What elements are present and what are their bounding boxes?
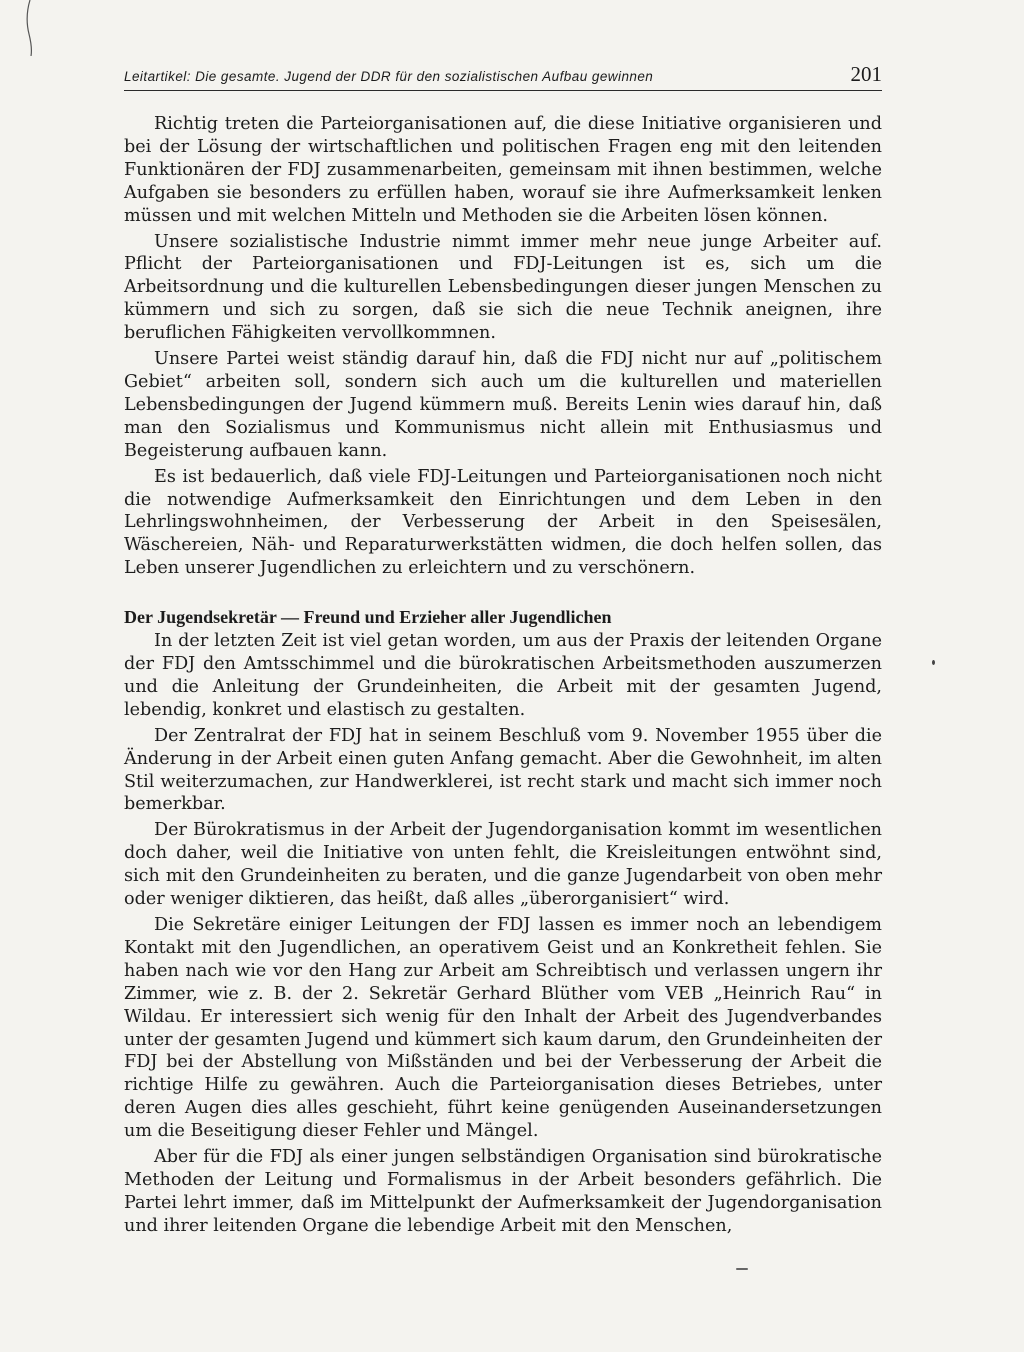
- paragraph: In der letzten Zeit ist viel getan worden, um aus der Praxis der leitenden Organe der FDJ den Amtsschimmel und die bürokratischen Arbeitsmethoden auszumerzen und die Anleitung der Grundeinheiten, die Arbeit mit der gesamten Jugend, lebendig, konkret und elastisch zu gestalten.: [124, 631, 882, 720]
- running-title: Leitartikel: Die gesamte. Jugend der DDR für den sozialistischen Aufbau gewinnen: [124, 69, 654, 84]
- paragraph: Die Sekretäre einiger Leitungen der FDJ lassen es immer noch an lebendigem Kontakt mit den Jugendlichen, an operativem Geist und an Konkretheit fehlen. Sie haben nach wie vor den Hang zur Arbeit am Schreibtisch und verlassen ungern ihr Zimmer, wie z. B. der 2. Sekretär Gerhard Blüther vom VEB „Heinrich Rau“ in Wildau. Er interessiert sich wenig für den Inhalt der Arbeit des Jugendverbandes unter der gesamten Jugend und kümmert sich kaum darum, den Grundeinheiten der FDJ bei der Abstellung von Mißständen und bei der Verbesserung der Arbeit die richtige Hilfe zu gewähren. Auch die Parteiorganisation dieses Betriebes, unter deren Augen dies alles geschieht, führt keine genügenden Auseinandersetzungen um die Beseitigung dieser Fehler und Mängel.: [124, 915, 882, 1142]
- paragraph: Es ist bedauerlich, daß viele FDJ-Leitungen und Parteiorganisationen noch nicht die notwendige Aufmerksamkeit den Einrichtungen und dem Leben in den Lehrlingswohnheimen, der Verbesserung der Arbeit in den Speisesälen, Wäschereien, Näh- und Reparaturwerkstätten widmen, die doch helfen sollen, das Leben unserer Jugendlichen zu erleichtern und zu verschönern.: [124, 466, 882, 579]
- paragraph: Unsere sozialistische Industrie nimmt immer mehr neue junge Arbeiter auf. Pflicht der Parteiorganisationen und FDJ-Leitungen ist es, sich um die Arbeitsordnung und die kulturellen Lebensbedingungen dieser jungen Menschen zu kümmern und sich zu sorgen, daß sie sich die neue Technik aneignen, ihre beruflichen Fähigkeiten vervollkommnen.: [124, 231, 882, 344]
- page-number: 201: [850, 62, 882, 86]
- margin-ink-dot: [932, 660, 935, 665]
- article-body: [124, 113, 882, 1238]
- section-heading: Der Jugendsekretär — Freund und Erzieher aller Jugendlichen: [124, 607, 612, 628]
- paragraph: Richtig treten die Parteiorganisationen auf, die diese Initiative organisieren und bei der Lösung der wirtschaftlichen und politischen Fragen eng mit den leitenden Funktionären der FDJ zusammenarbeiten, gemeinsam mit ihnen bestimmen, welche Aufgaben sie besonders zu erfüllen haben, worauf sie ihre Aufmerksamkeit lenken müssen und mit welchen Mitteln und Methoden sie die Arbeiten lösen können.: [124, 114, 882, 226]
- bottom-ink-dash: [736, 1268, 748, 1270]
- paragraph: Aber für die FDJ als einer jungen selbständigen Organisation sind bürokratische Methoden der Leitung und Formalismus in der Arbeit besonders gefährlich. Die Partei lehrt immer, daß im Mittelpunkt der Aufmerksamkeit der Jugendorganisation und ihrer leitenden Organe die lebendige Arbeit mit den Menschen,: [124, 1147, 882, 1236]
- paragraph: Der Zentralrat der FDJ hat in seinem Beschluß vom 9. November 1955 über die Änderung in der Arbeit einen guten Anfang gemacht. Aber die Gewohnheit, im alten Stil weiterzumachen, zur Handwerklerei, ist recht stark und macht sich immer noch bemerkbar.: [124, 725, 882, 815]
- margin-pencil-mark: [22, 0, 36, 56]
- running-header: [124, 62, 882, 91]
- paragraph: Der Bürokratismus in der Arbeit der Jugendorganisation kommt im wesentlichen doch daher, weil die Initiative von unten fehlt, die Kreisleitungen entwöhnt sind, sich mit den Grundeinheiten zu beraten, und die ganze Jugendarbeit von oben mehr oder weniger diktieren, das heißt, daß alles „überorganisiert“ wird.: [124, 820, 882, 910]
- paragraph: Unsere Partei weist ständig darauf hin, daß die FDJ nicht nur auf „politischem Gebiet“ arbeiten soll, sondern sich auch um die kulturellen und materiellen Lebensbedingungen der Jugend kümmern muß. Bereits Lenin wies darauf hin, daß man den Sozialismus und Kommunismus nicht allein mit Enthusiasmus und Begeisterung aufbauen kann.: [124, 349, 882, 461]
- book-page: [124, 62, 882, 1238]
